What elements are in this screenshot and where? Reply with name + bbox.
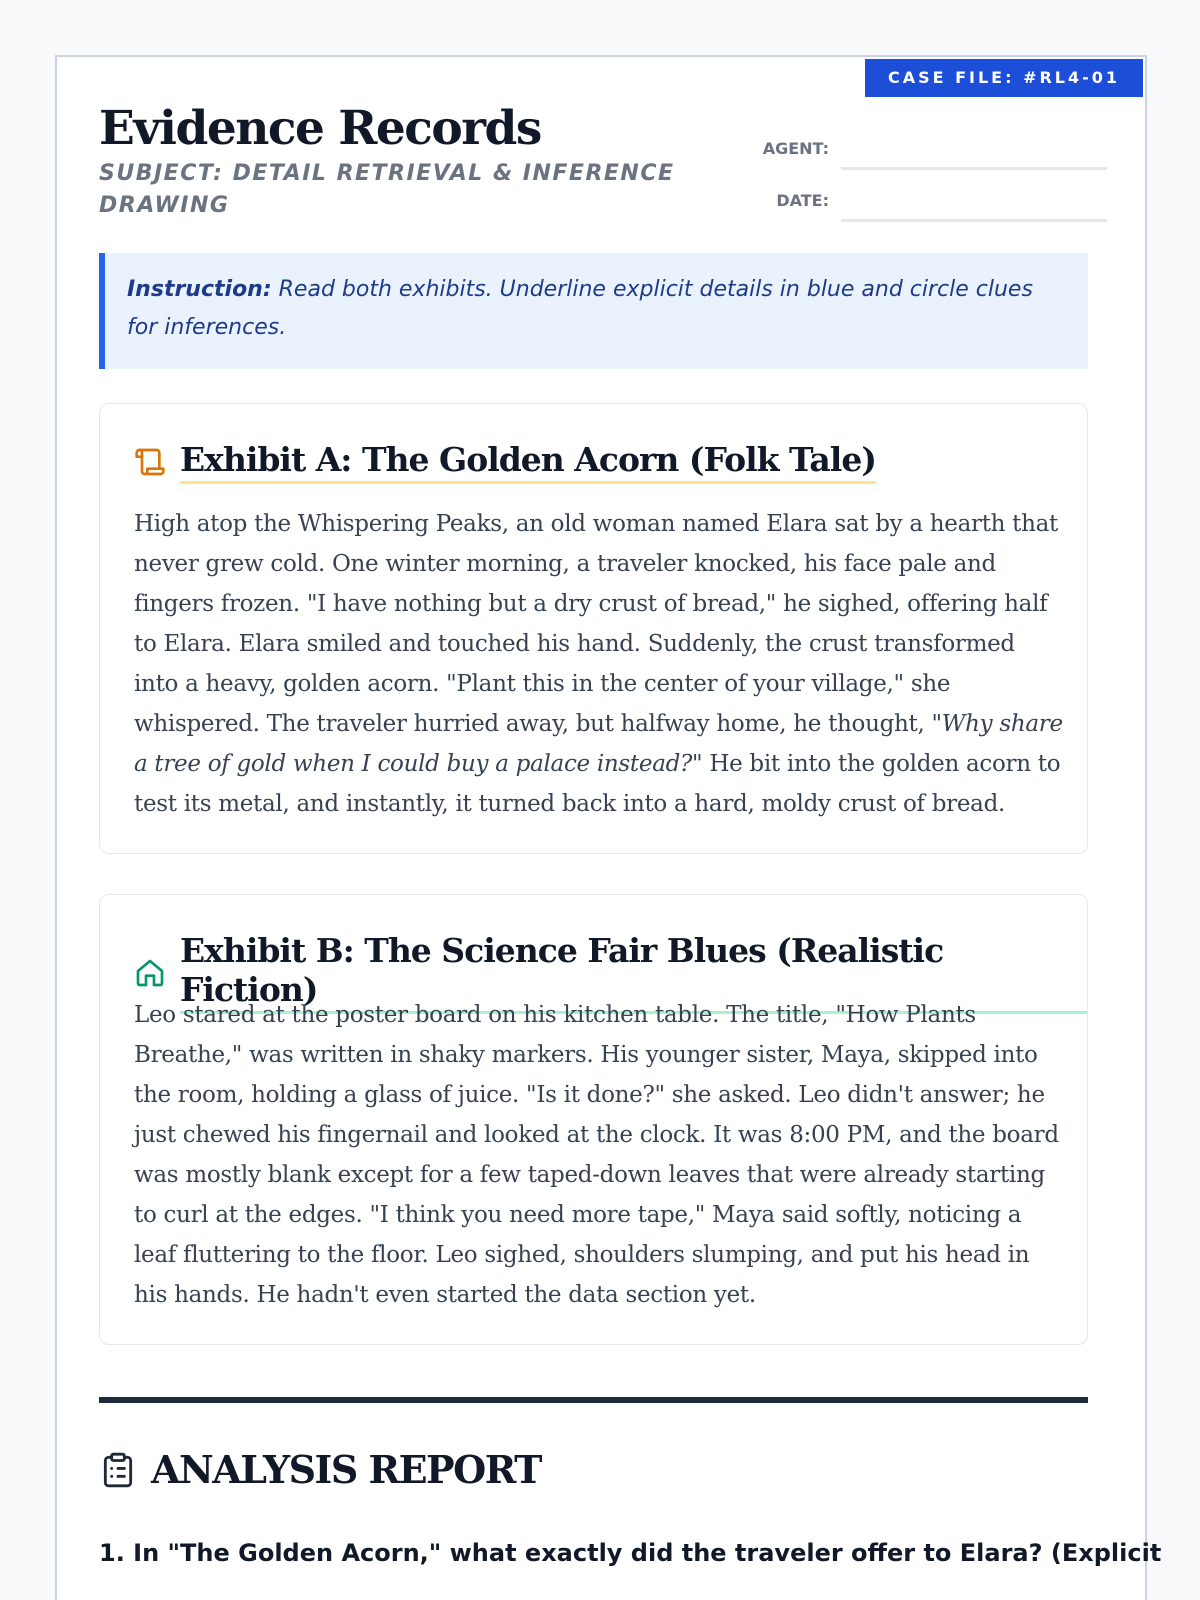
page-title: Evidence Records bbox=[99, 101, 541, 156]
case-file-badge: CASE FILE: #RL4-01 bbox=[865, 59, 1143, 97]
exhibit-a-text-part2: He bit into the golden acorn to test its metal, and instantly, it turned back into a hard, moldy crust of bread. bbox=[134, 751, 1061, 817]
date-field-row bbox=[737, 183, 1107, 223]
exhibit-text-b: Leo stared at the poster board on his kitchen table. The title, "How Plants Breathe," was written in shaky markers. His younger sister, Maya, skipped into the room, holding a glass of juice. "Is it done?" she asked. Leo didn't answer; he just chewed his fingernail and looked at the clock. It was 8:00 PM, and the board was mostly blank except for a few taped-down leaves that were already starting to curl at the edges. "I think you need more tape," Maya said softly, noticing a leaf fluttering to the floor. Leo sighed, shoulders slumping, and put his head in his hands. He hadn't even started the data section yet. bbox=[134, 1002, 1059, 1308]
report-title: ANALYSIS REPORT bbox=[151, 1447, 541, 1492]
exhibit-header-a bbox=[134, 440, 876, 484]
exhibit-a-text-part1: High atop the Whispering Peaks, an old woman named Elara sat by a hearth that never grew cold. One winter morning, a traveler knocked, his face pale and fingers frozen. "I have nothing but a dry crust of bread," he sighed, offering half to Elara. Elara smiled and touched his hand. Suddenly, the crust transformed into a heavy, golden acorn. "Plant this in the center of your village," she whispered. The traveler hurried away, but halfway home, he thought, bbox=[134, 511, 1058, 737]
instruction-lead: Instruction: bbox=[127, 277, 272, 302]
exhibit-card-b bbox=[99, 894, 1088, 1345]
exhibit-card-a bbox=[99, 403, 1088, 854]
exhibit-title-a: Exhibit A: The Golden Acorn (Folk Tale) bbox=[180, 440, 876, 484]
exhibit-title-b: Exhibit B: The Science Fair Blues (Realistic Fiction) bbox=[180, 931, 1087, 1014]
instruction-box bbox=[99, 253, 1088, 369]
house-icon bbox=[134, 957, 166, 989]
date-label: DATE: bbox=[776, 191, 829, 210]
agent-field-row bbox=[737, 131, 1107, 171]
agent-input-line[interactable] bbox=[841, 167, 1107, 170]
report-header bbox=[99, 1447, 541, 1492]
scroll-icon bbox=[134, 446, 166, 478]
clipboard-icon bbox=[99, 1450, 137, 1490]
date-input-line[interactable] bbox=[841, 219, 1107, 222]
exhibit-a-thought: "Why share a tree of gold when I could buy a palace instead?" bbox=[134, 711, 1063, 777]
exhibit-text-a bbox=[134, 504, 1064, 824]
question-1: 1. In "The Golden Acorn," what exactly did the traveler offer to Elara? (Explicit bbox=[99, 1539, 1162, 1567]
agent-label: AGENT: bbox=[762, 139, 829, 158]
instruction-text: Read both exhibits. Underline explicit details in blue and circle clues for inferences. bbox=[127, 277, 1033, 340]
page-subtitle: SUBJECT: DETAIL RETRIEVAL & INFERENCE DRAWING bbox=[99, 161, 675, 218]
section-divider bbox=[99, 1397, 1088, 1403]
worksheet-page bbox=[55, 55, 1162, 1600]
